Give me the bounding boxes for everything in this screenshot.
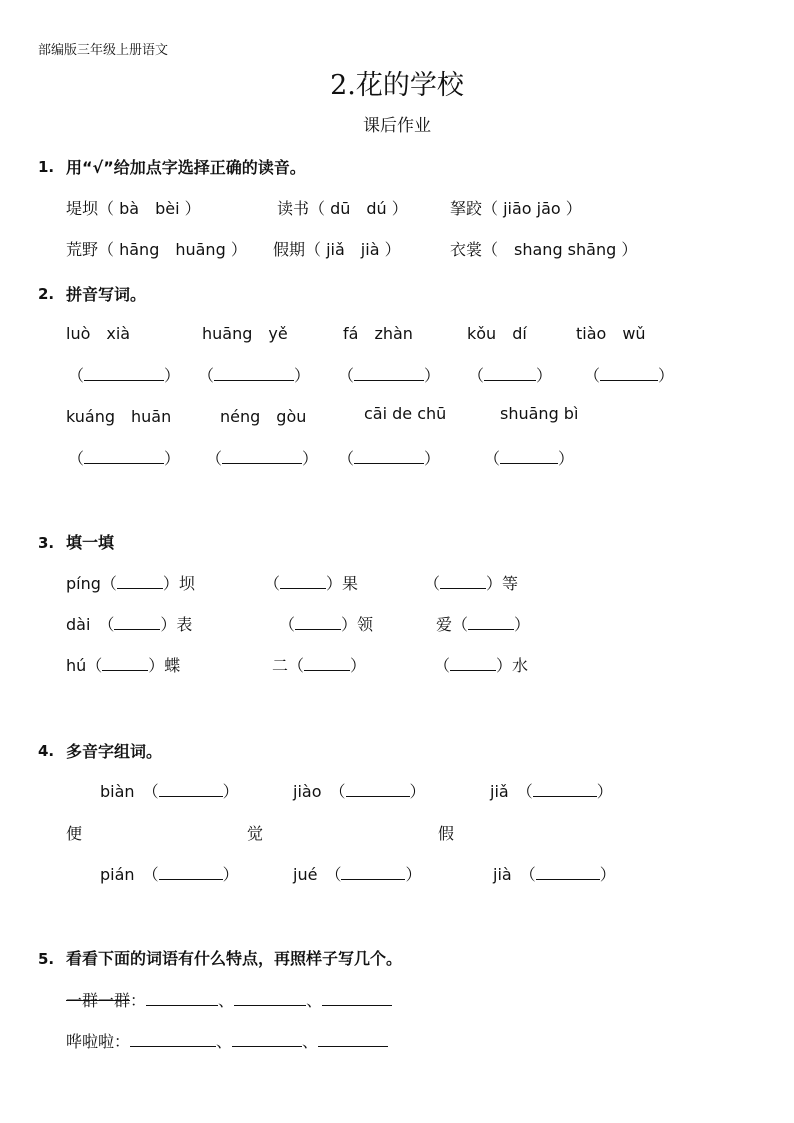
pinyin-prompt: tiào wǔ xyxy=(576,324,646,343)
polyphone-item[interactable]: jiào （ ） xyxy=(293,782,426,801)
q1-options: （ jiǎ jià ） xyxy=(305,240,401,259)
pattern-example: 哗啦啦： xyxy=(66,1032,131,1051)
q2-number: 2. xyxy=(38,285,55,303)
q1-item xyxy=(66,196,201,219)
q5-instruction: 看看下面的词语有什么特点，再照样子写几个。 xyxy=(66,949,403,968)
pinyin-prompt: huāng yě xyxy=(202,324,288,343)
q1-options: （ shang shāng ） xyxy=(482,240,638,259)
answer-blank[interactable]: （ ） xyxy=(338,449,441,468)
q1-number: 1. xyxy=(38,158,55,176)
q1-word: 荒野 xyxy=(66,240,99,259)
pinyin-prompt: cāi de chū xyxy=(364,404,447,423)
page-subtitle: 课后作业 xyxy=(363,116,431,136)
answer-blank[interactable]: （ ） xyxy=(338,366,441,385)
fill-item[interactable]: dài （ ）表 xyxy=(66,615,193,634)
polyphone-item[interactable]: biàn （ ） xyxy=(100,782,239,801)
q1-instruction: 用“√”给加点字选择正确的读音。 xyxy=(66,158,306,177)
pinyin-prompt: luò xià xyxy=(66,324,131,343)
fill-item[interactable]: （ ）等 xyxy=(424,574,519,593)
pinyin-prompt: shuāng bì xyxy=(500,404,579,423)
answer-blank[interactable]: （ ） xyxy=(206,449,319,468)
document-header: 部编版三年级上册语文 xyxy=(38,43,169,58)
fill-item[interactable]: （ ）领 xyxy=(279,615,374,634)
pattern-example-line[interactable]: 一群一群： 、 、 xyxy=(66,988,392,1011)
polyphone-item[interactable]: jué （ ） xyxy=(293,865,422,884)
polyphone-char: 便 xyxy=(66,824,83,843)
q1-options: （ jiāo jāo ） xyxy=(482,199,582,218)
q1-item xyxy=(450,196,582,219)
q1-item xyxy=(450,237,637,260)
polyphone-item[interactable]: pián （ ） xyxy=(100,865,239,884)
q1-options: （ hāng huāng ） xyxy=(98,240,247,259)
q1-options: （ dū dú ） xyxy=(309,199,408,218)
fill-item[interactable]: （ ）果 xyxy=(264,574,359,593)
q1-item xyxy=(66,237,247,260)
fill-item[interactable]: 爱（ ） xyxy=(436,615,531,634)
answer-blank[interactable]: （ ） xyxy=(198,366,311,385)
q1-item xyxy=(277,196,408,219)
polyphone-char: 觉 xyxy=(247,824,264,843)
answer-blank[interactable]: （ ） xyxy=(584,366,675,385)
fill-item[interactable]: 二（ ） xyxy=(272,656,367,675)
answer-blank[interactable]: （ ） xyxy=(468,366,553,385)
fill-item[interactable]: hú（ ）蝶 xyxy=(66,656,181,675)
polyphone-item[interactable]: jià （ ） xyxy=(493,865,616,884)
pattern-example-line[interactable]: 哗啦啦： 、 、 xyxy=(66,1029,388,1052)
q2-instruction: 拼音写词。 xyxy=(66,285,147,304)
q3-number: 3. xyxy=(38,534,55,552)
q1-word: 堤坝 xyxy=(66,199,99,218)
answer-blank[interactable]: （ ） xyxy=(68,366,181,385)
fill-item[interactable]: （ ）水 xyxy=(434,656,529,675)
q3-instruction: 填一填 xyxy=(66,533,115,552)
q5-number: 5. xyxy=(38,950,55,968)
q1-word: 衣裳 xyxy=(450,240,483,259)
answer-blank[interactable]: （ ） xyxy=(484,449,575,468)
fill-item[interactable]: píng（ ）坝 xyxy=(66,574,195,593)
pattern-example: 一群 xyxy=(66,991,99,1010)
pinyin-prompt: fá zhàn xyxy=(343,324,413,343)
answer-blank[interactable]: （ ） xyxy=(68,449,181,468)
pinyin-prompt: kuáng huān xyxy=(66,407,172,426)
q4-instruction: 多音字组词。 xyxy=(66,742,163,761)
page-title: 2.花的学校 xyxy=(330,70,464,101)
q1-item xyxy=(273,237,401,260)
q1-word: 假期 xyxy=(273,240,306,259)
pinyin-prompt: kǒu dí xyxy=(467,324,527,343)
q1-word: 拏跤 xyxy=(450,199,483,218)
q1-word: 读书 xyxy=(277,199,310,218)
polyphone-char: 假 xyxy=(438,824,455,843)
polyphone-item[interactable]: jiǎ （ ） xyxy=(490,782,613,801)
pinyin-prompt: néng gòu xyxy=(220,407,307,426)
q1-options: （ bà bèi ） xyxy=(98,199,201,218)
q4-number: 4. xyxy=(38,742,55,760)
